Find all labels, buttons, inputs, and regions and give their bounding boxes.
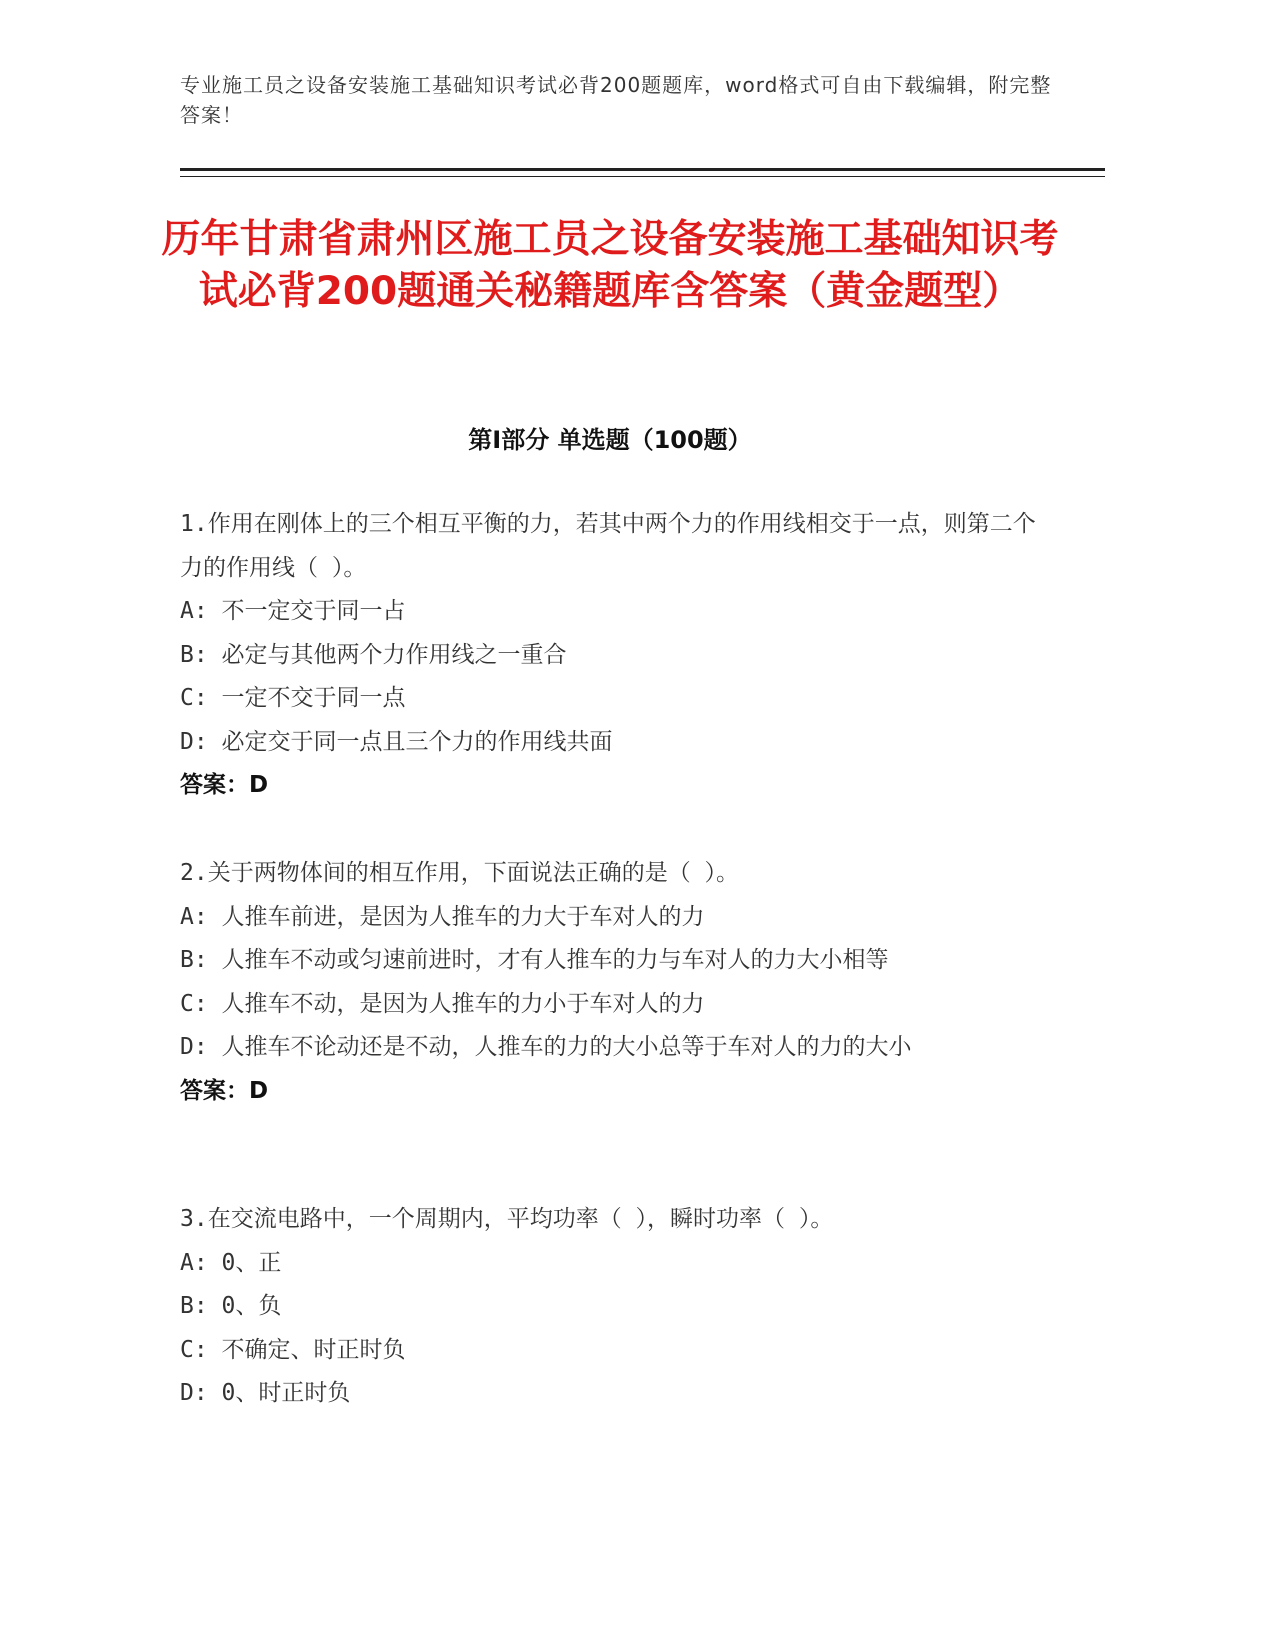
question-stem: 1.作用在刚体上的三个相互平衡的力，若其中两个力的作用线相交于一点，则第二个力的作用线（ ）。 xyxy=(180,511,1036,581)
option-a: A: 人推车前进，是因为人推车的力大于车对人的力 xyxy=(180,903,705,930)
option-d: D: 0、时正时负 xyxy=(180,1380,351,1406)
header-note: 专业施工员之设备安装施工基础知识考试必背200题题库，word格式可自由下载编辑，附完整答案！ xyxy=(180,73,1052,127)
option-b: B: 0、负 xyxy=(180,1293,282,1319)
question-block xyxy=(180,852,1040,1113)
question-stem: 3.在交流电路中，一个周期内，平均功率（ ），瞬时功率（ ）。 xyxy=(180,1206,834,1232)
option-a: A: 0、正 xyxy=(180,1249,282,1276)
option-c: C: 一定不交于同一点 xyxy=(180,685,406,711)
option-b: B: 人推车不动或匀速前进时，才有人推车的力与车对人的力大小相等 xyxy=(180,947,889,973)
option-d: D: 必定交于同一点且三个力的作用线共面 xyxy=(180,728,613,755)
answer-line: 答案：D xyxy=(180,772,269,798)
question-block xyxy=(180,1198,1040,1416)
question-stem: 2.关于两物体间的相互作用，下面说法正确的是（ ）。 xyxy=(180,860,740,886)
question-block xyxy=(180,503,1040,808)
option-c: C: 不确定、时正时负 xyxy=(180,1336,406,1363)
header-rule-thick xyxy=(180,168,1105,171)
header-rule-thin xyxy=(180,176,1105,177)
section-title: 第I部分 单选题（100题） xyxy=(468,426,752,454)
option-a: A: 不一定交于同一占 xyxy=(180,598,406,624)
option-c: C: 人推车不动，是因为人推车的力小于车对人的力 xyxy=(180,990,705,1017)
option-d: D: 人推车不论动还是不动，人推车的力的大小总等于车对人的力的大小 xyxy=(180,1034,912,1060)
answer-line: 答案：D xyxy=(180,1077,269,1104)
document-title: 历年甘肃省肃州区施工员之设备安装施工基础知识考试必背200题通关秘籍题库含答案（黄金题型） xyxy=(161,217,1059,314)
option-b: B: 必定与其他两个力作用线之一重合 xyxy=(180,641,567,668)
